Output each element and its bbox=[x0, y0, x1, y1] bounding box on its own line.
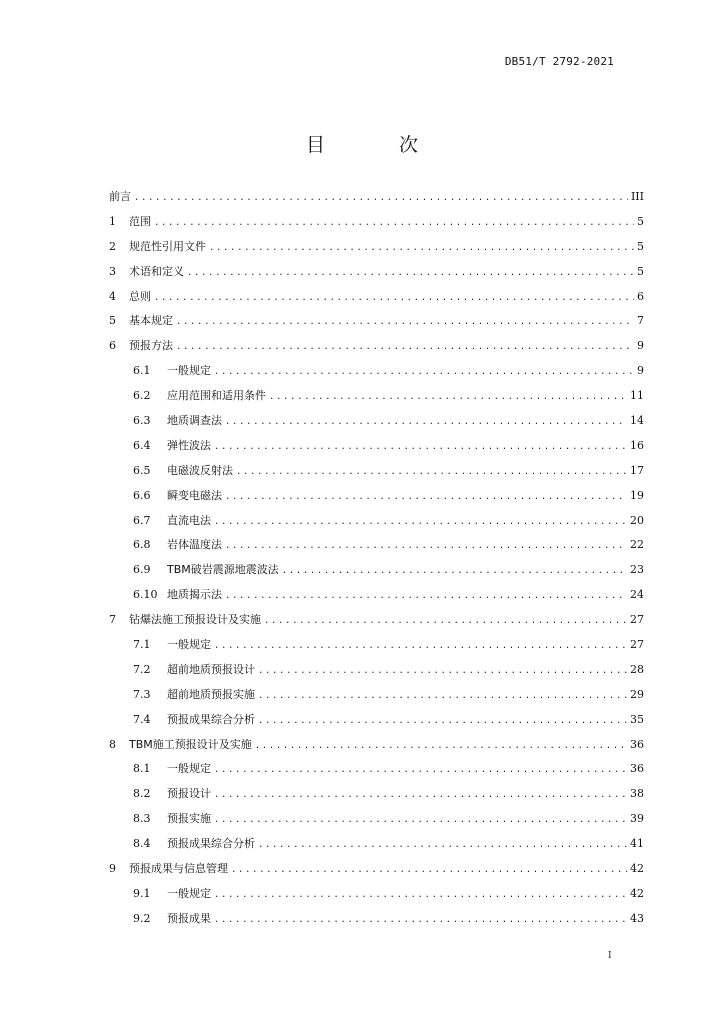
toc-entry[interactable] bbox=[109, 185, 644, 210]
toc-entry-number: 2 bbox=[109, 239, 116, 253]
toc-dot-leader bbox=[258, 709, 627, 733]
toc-entry-title: 术语和定义 bbox=[129, 264, 184, 278]
toc-entry-title: TBM施工预报设计及实施 bbox=[129, 737, 252, 751]
toc-entry[interactable] bbox=[109, 733, 644, 758]
toc-dot-leader bbox=[154, 286, 634, 310]
toc-dot-leader bbox=[214, 808, 627, 832]
toc-dot-leader bbox=[214, 783, 627, 807]
toc-entry-page: 29 bbox=[630, 687, 644, 701]
toc-entry-title: 瞬变电磁法 bbox=[167, 488, 222, 502]
toc-entry-page: 39 bbox=[630, 812, 644, 826]
toc-entry-page: 35 bbox=[630, 712, 644, 726]
toc-entry-number: 6.4 bbox=[133, 438, 151, 452]
toc-entry[interactable] bbox=[109, 807, 644, 832]
toc-entry-number: 9 bbox=[109, 862, 116, 876]
toc-entry-title: 预报成果 bbox=[167, 911, 211, 925]
toc-entry-number: 8.2 bbox=[133, 787, 151, 801]
toc-entry-title: 地质揭示法 bbox=[167, 588, 222, 602]
toc-entry[interactable] bbox=[109, 409, 644, 434]
page-title: 目 次 bbox=[305, 134, 453, 156]
toc-dot-leader bbox=[225, 410, 627, 434]
toc-entry-page: 7 bbox=[637, 314, 644, 328]
toc-entry-page: 17 bbox=[630, 463, 644, 477]
toc-entry-page: 5 bbox=[637, 264, 644, 278]
toc-entry-number: 5 bbox=[109, 314, 116, 328]
toc-entry[interactable] bbox=[109, 558, 644, 583]
toc-entry-page: 11 bbox=[630, 389, 644, 403]
toc-entry-title: 直流电法 bbox=[167, 513, 211, 527]
toc-entry-page: 42 bbox=[630, 886, 644, 900]
toc-entry-page: 20 bbox=[630, 513, 644, 527]
toc-entry-title: 总则 bbox=[129, 289, 151, 303]
toc-entry-title: 预报方法 bbox=[129, 339, 173, 353]
document-code: DB51/T 2792-2021 bbox=[504, 55, 614, 68]
toc-entry-title: 地质调查法 bbox=[167, 414, 222, 428]
toc-dot-leader bbox=[134, 186, 628, 210]
toc-entry-title: 应用范围和适用条件 bbox=[167, 389, 266, 403]
toc-entry[interactable] bbox=[109, 285, 644, 310]
toc-dot-leader bbox=[214, 758, 627, 782]
toc-entry-number: 8.4 bbox=[133, 837, 151, 851]
table-of-contents bbox=[109, 185, 644, 932]
toc-entry[interactable] bbox=[109, 384, 644, 409]
toc-entry-page: 43 bbox=[630, 911, 644, 925]
toc-dot-leader bbox=[214, 435, 627, 459]
toc-entry-title: 一般规定 bbox=[167, 364, 211, 378]
toc-dot-leader bbox=[236, 460, 627, 484]
toc-entry[interactable] bbox=[109, 708, 644, 733]
toc-entry-number: 6.5 bbox=[133, 463, 151, 477]
toc-entry[interactable] bbox=[109, 484, 644, 509]
toc-entry-number: 6.1 bbox=[133, 364, 151, 378]
toc-entry-page: 19 bbox=[630, 488, 644, 502]
toc-entry[interactable] bbox=[109, 459, 644, 484]
toc-entry-page: 16 bbox=[630, 438, 644, 452]
toc-entry-title: 超前地质预报实施 bbox=[167, 687, 255, 701]
toc-entry-title: TBM破岩震源地震波法 bbox=[167, 563, 279, 577]
toc-entry-page: 42 bbox=[630, 862, 644, 876]
toc-entry-number: 8.3 bbox=[133, 812, 151, 826]
toc-entry-page: 6 bbox=[637, 289, 644, 303]
toc-entry[interactable] bbox=[109, 359, 644, 384]
toc-entry-page: 36 bbox=[630, 737, 644, 751]
toc-entry-number: 6.7 bbox=[133, 513, 151, 527]
toc-entry[interactable] bbox=[109, 210, 644, 235]
toc-entry-title: 钻爆法施工预报设计及实施 bbox=[129, 613, 261, 627]
toc-entry[interactable] bbox=[109, 683, 644, 708]
toc-entry-number: 8.1 bbox=[133, 762, 151, 776]
toc-entry[interactable] bbox=[109, 434, 644, 459]
toc-dot-leader bbox=[269, 385, 627, 409]
toc-dot-leader bbox=[258, 659, 627, 683]
toc-entry-page: 23 bbox=[630, 563, 644, 577]
toc-entry-number: 6.6 bbox=[133, 488, 151, 502]
toc-entry-number: 7.4 bbox=[133, 712, 151, 726]
toc-entry-title: 一般规定 bbox=[167, 638, 211, 652]
toc-dot-leader bbox=[225, 534, 627, 558]
toc-entry-number: 1 bbox=[109, 214, 116, 228]
toc-entry-title: 预报实施 bbox=[167, 812, 211, 826]
toc-entry-number: 9.1 bbox=[133, 886, 151, 900]
toc-entry[interactable] bbox=[109, 309, 644, 334]
toc-entry-page: 5 bbox=[637, 239, 644, 253]
toc-entry-page: 41 bbox=[630, 837, 644, 851]
toc-entry-number: 4 bbox=[109, 289, 116, 303]
toc-entry[interactable] bbox=[109, 509, 644, 534]
toc-entry-number: 6.2 bbox=[133, 389, 151, 403]
toc-entry-number: 3 bbox=[109, 264, 116, 278]
toc-entry-title: 弹性波法 bbox=[167, 438, 211, 452]
toc-entry[interactable] bbox=[109, 260, 644, 285]
toc-dot-leader bbox=[214, 510, 627, 534]
toc-dot-leader bbox=[154, 211, 634, 235]
toc-entry[interactable] bbox=[109, 882, 644, 907]
toc-entry-number: 7 bbox=[109, 613, 116, 627]
toc-entry-title: 预报成果综合分析 bbox=[167, 712, 255, 726]
toc-entry-page: 38 bbox=[630, 787, 644, 801]
toc-dot-leader bbox=[176, 335, 634, 359]
toc-entry[interactable] bbox=[109, 832, 644, 857]
toc-entry-number: 6 bbox=[109, 339, 116, 353]
toc-entry-number: 6.3 bbox=[133, 414, 151, 428]
toc-entry-number: 7.3 bbox=[133, 687, 151, 701]
toc-entry[interactable] bbox=[109, 633, 644, 658]
toc-entry-page: 5 bbox=[637, 214, 644, 228]
toc-entry-number: 8 bbox=[109, 737, 116, 751]
toc-dot-leader bbox=[187, 261, 634, 285]
toc-dot-leader bbox=[264, 609, 627, 633]
toc-entry-page: 28 bbox=[630, 662, 644, 676]
toc-dot-leader bbox=[258, 833, 627, 857]
toc-dot-leader bbox=[209, 236, 634, 260]
toc-entry[interactable] bbox=[109, 583, 644, 608]
toc-dot-leader bbox=[214, 883, 627, 907]
toc-entry-page: 22 bbox=[630, 538, 644, 552]
toc-entry-number: 7.2 bbox=[133, 662, 151, 676]
toc-entry-title: 一般规定 bbox=[167, 886, 211, 900]
toc-dot-leader bbox=[258, 684, 627, 708]
toc-entry-page: III bbox=[630, 190, 644, 203]
toc-entry-title: 超前地质预报设计 bbox=[167, 662, 255, 676]
toc-entry-title: 预报成果与信息管理 bbox=[129, 862, 228, 876]
toc-dot-leader bbox=[225, 485, 627, 509]
toc-dot-leader bbox=[214, 634, 627, 658]
toc-entry-number: 6.9 bbox=[133, 563, 151, 577]
toc-entry-title: 范围 bbox=[129, 214, 151, 228]
toc-entry-number: 6.8 bbox=[133, 538, 151, 552]
toc-entry-title: 前言 bbox=[109, 190, 131, 203]
page-number: I bbox=[608, 951, 612, 961]
toc-entry-title: 一般规定 bbox=[167, 762, 211, 776]
toc-entry[interactable] bbox=[109, 907, 644, 932]
toc-entry-page: 24 bbox=[630, 588, 644, 602]
toc-entry-number: 9.2 bbox=[133, 911, 151, 925]
toc-entry-title: 电磁波反射法 bbox=[167, 463, 233, 477]
toc-entry-title: 基本规定 bbox=[129, 314, 173, 328]
toc-entry-page: 14 bbox=[630, 414, 644, 428]
toc-entry-page: 9 bbox=[637, 339, 644, 353]
toc-dot-leader bbox=[176, 310, 634, 334]
toc-entry-title: 预报成果综合分析 bbox=[167, 837, 255, 851]
toc-entry[interactable] bbox=[109, 757, 644, 782]
toc-dot-leader bbox=[214, 360, 634, 384]
toc-entry-number: 6.10 bbox=[133, 588, 158, 602]
toc-entry-page: 36 bbox=[630, 762, 644, 776]
toc-entry-page: 9 bbox=[637, 364, 644, 378]
toc-entry[interactable] bbox=[109, 782, 644, 807]
toc-entry-title: 规范性引用文件 bbox=[129, 239, 206, 253]
toc-entry-page: 27 bbox=[630, 613, 644, 627]
toc-entry[interactable] bbox=[109, 334, 644, 359]
toc-entry-number: 7.1 bbox=[133, 638, 151, 652]
toc-dot-leader bbox=[231, 858, 627, 882]
toc-entry[interactable] bbox=[109, 533, 644, 558]
toc-dot-leader bbox=[282, 559, 627, 583]
toc-dot-leader bbox=[255, 734, 627, 758]
toc-entry-title: 预报设计 bbox=[167, 787, 211, 801]
toc-entry-title: 岩体温度法 bbox=[167, 538, 222, 552]
toc-entry[interactable] bbox=[109, 857, 644, 882]
toc-dot-leader bbox=[214, 908, 627, 932]
toc-entry[interactable] bbox=[109, 658, 644, 683]
toc-entry-page: 27 bbox=[630, 638, 644, 652]
toc-entry[interactable] bbox=[109, 235, 644, 260]
toc-dot-leader bbox=[225, 584, 627, 608]
toc-entry[interactable] bbox=[109, 608, 644, 633]
